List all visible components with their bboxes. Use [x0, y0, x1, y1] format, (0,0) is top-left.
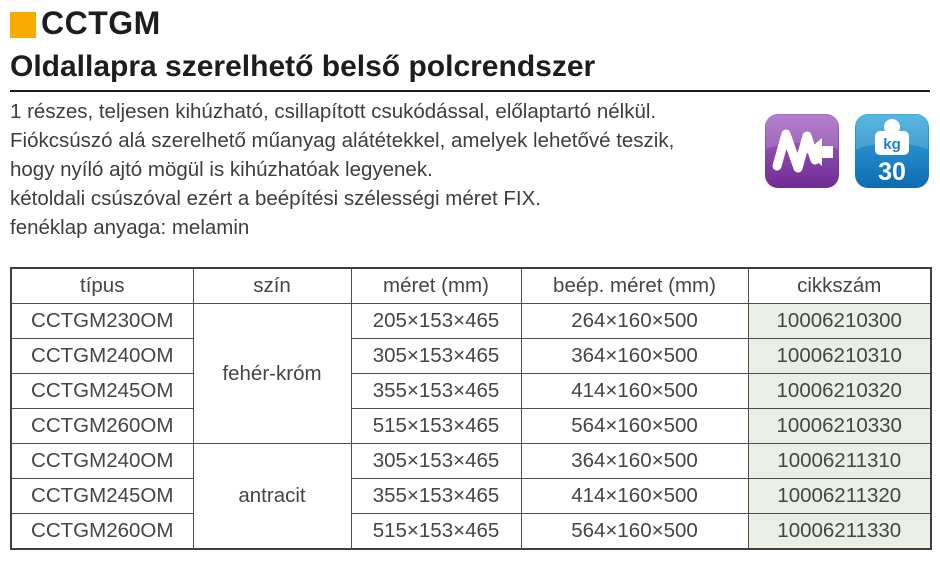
cell-cikkszam: 10006210330	[748, 409, 931, 444]
load-capacity-icon	[854, 113, 930, 189]
cell-beep-meret: 564×160×500	[521, 514, 748, 550]
brand-bullet	[10, 12, 36, 38]
table-row	[11, 304, 931, 339]
cell-cikkszam: 10006210320	[748, 374, 931, 409]
cell-cikkszam: 10006211330	[748, 514, 931, 550]
cell-tipus: CCTGM260OM	[11, 514, 193, 550]
cell-meret: 355×153×465	[351, 374, 521, 409]
cell-cikkszam: 10006211310	[748, 444, 931, 479]
cell-beep-meret: 364×160×500	[521, 444, 748, 479]
cell-meret: 515×153×465	[351, 514, 521, 550]
load-value-label: 30	[878, 158, 906, 186]
cell-meret: 205×153×465	[351, 304, 521, 339]
cell-meret: 305×153×465	[351, 444, 521, 479]
cell-tipus: CCTGM230OM	[11, 304, 193, 339]
table-row	[11, 339, 931, 374]
cell-tipus: CCTGM245OM	[11, 479, 193, 514]
product-description	[10, 97, 674, 242]
cell-tipus: CCTGM240OM	[11, 339, 193, 374]
cell-szin-group: fehér-króm	[193, 304, 351, 444]
column-header-beep-meret: beép. méret (mm)	[521, 268, 748, 304]
cell-beep-meret: 364×160×500	[521, 339, 748, 374]
feature-badges	[764, 113, 930, 189]
table-row	[11, 409, 931, 444]
cell-szin-group: antracit	[193, 444, 351, 550]
cell-meret: 305×153×465	[351, 339, 521, 374]
column-header-meret: méret (mm)	[351, 268, 521, 304]
description-line: fenéklap anyaga: melamin	[10, 216, 250, 239]
cell-tipus: CCTGM245OM	[11, 374, 193, 409]
description-line: 1 részes, teljesen kihúzható, csillapított csukódással, előlaptartó nélkül.	[10, 100, 657, 123]
title-rule	[10, 90, 930, 92]
cell-tipus: CCTGM260OM	[11, 409, 193, 444]
soft-close-damper-icon	[764, 113, 840, 189]
cell-beep-meret: 264×160×500	[521, 304, 748, 339]
cell-meret: 515×153×465	[351, 409, 521, 444]
cell-beep-meret: 414×160×500	[521, 479, 748, 514]
cell-beep-meret: 564×160×500	[521, 409, 748, 444]
column-header-tipus: típus	[11, 268, 193, 304]
page-title: CCTGM	[41, 5, 161, 41]
cell-cikkszam: 10006210310	[748, 339, 931, 374]
table-row	[11, 444, 931, 479]
product-table	[10, 267, 932, 550]
table-row	[11, 374, 931, 409]
column-header-cikkszam: cikkszám	[748, 268, 931, 304]
table-header-row	[11, 268, 931, 304]
column-header-szin: szín	[193, 268, 351, 304]
table-row	[11, 479, 931, 514]
table-row	[11, 514, 931, 550]
page-subtitle: Oldallapra szerelhető belső polcrendszer	[10, 50, 596, 83]
description-line: kétoldali csúszóval ezért a beépítési szélességi méret FIX.	[10, 187, 541, 210]
cell-cikkszam: 10006210300	[748, 304, 931, 339]
description-line: Fiókcsúszó alá szerelhető műanyag alátétekkel, amelyek lehetővé teszik,	[10, 129, 675, 152]
description-line: hogy nyíló ajtó mögül is kihúzhatóak legyenek.	[10, 158, 433, 181]
cell-beep-meret: 414×160×500	[521, 374, 748, 409]
cell-meret: 355×153×465	[351, 479, 521, 514]
cell-cikkszam: 10006211320	[748, 479, 931, 514]
cell-tipus: CCTGM240OM	[11, 444, 193, 479]
weight-unit-label: kg	[883, 136, 901, 153]
